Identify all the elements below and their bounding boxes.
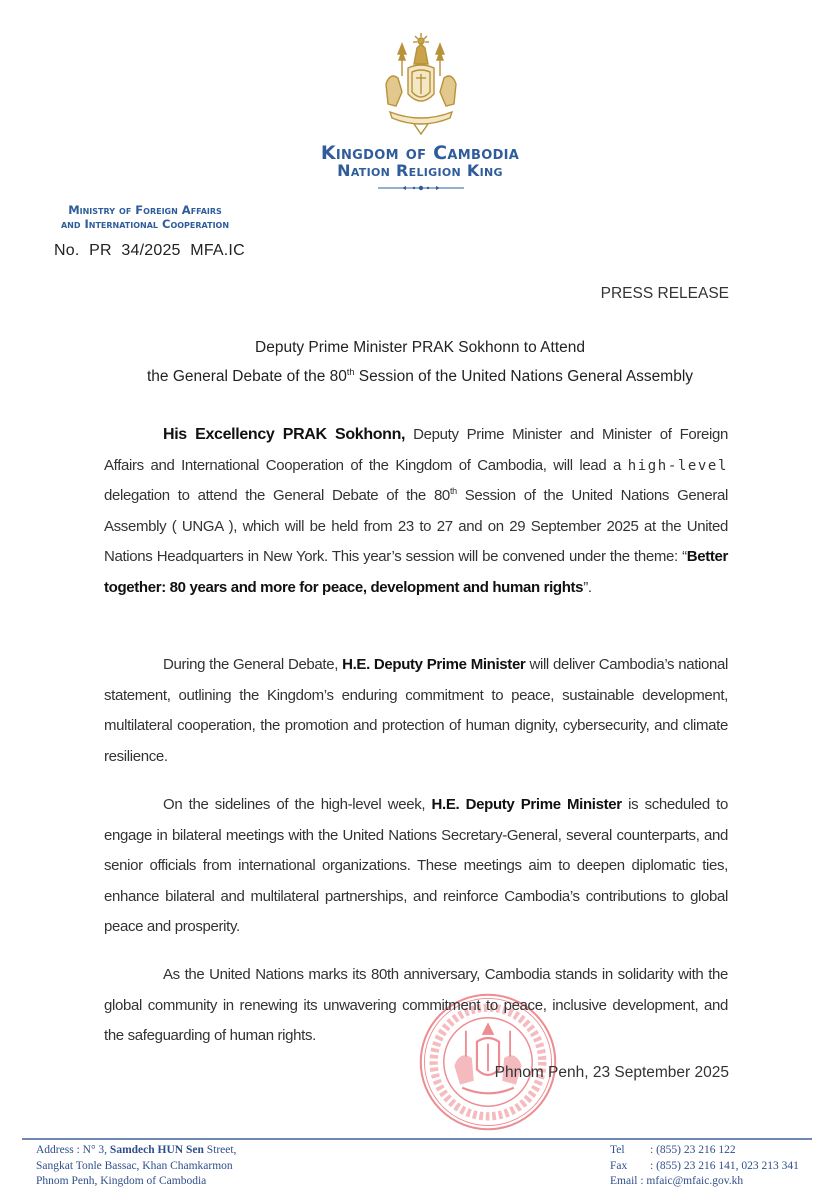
paragraph-3-text-a: On the sidelines of the high-level week, (163, 796, 432, 813)
paragraph-1-text-a: Deputy Prime Minister and Minister of Foreign Affairs and International Cooperation of the Kingdom of Cambodia, will lead a (104, 426, 728, 474)
tel-value: : (855) 23 216 122 (650, 1144, 736, 1156)
contact-tel (610, 1143, 799, 1159)
paragraph-1-theme: Better together: 80 years and more for peace, development and human rights (104, 548, 728, 596)
contact-fax (610, 1159, 799, 1175)
footer-divider (22, 1138, 812, 1140)
address-street-suffix: Street, (203, 1144, 237, 1156)
headline-superscript: th (346, 366, 355, 377)
paragraph-1-spaced-term: high-level (627, 457, 728, 474)
paragraph-3-text-b: is scheduled to engage in bilateral meetings with the United Nations Secretary-General, several counterparts, and senior officials from international organizations. These meetings aim to deepen diplomatic ties, enhance bilateral and multilateral partnerships, and reinforce Cambodia’s contributions to global peace and prosperity. (104, 796, 728, 935)
address-line-1 (36, 1143, 236, 1159)
place-and-date: Phnom Penh, 23 September 2025 (494, 1064, 729, 1081)
email-value[interactable]: : mfaic@mfaic.gov.kh (640, 1175, 744, 1187)
paragraph-1-superscript: th (449, 486, 457, 496)
address-street-name: Samdech HUN Sen (109, 1144, 204, 1156)
footer-address (36, 1143, 236, 1190)
kingdom-motto: Nation Religion King (337, 161, 503, 180)
paragraph-3-bold: H.E. Deputy Prime Minister (431, 796, 622, 813)
paragraph-4-text: As the United Nations marks its 80th anniversary, Cambodia stands in solidarity with the global community in renewing its unwavering commitment to peace, inclusive development, and the safeguarding of human rights. (104, 966, 728, 1044)
royal-emblem-icon (378, 32, 464, 136)
paragraph-1-text-d: ”. (583, 578, 592, 596)
paragraph-2 (104, 650, 728, 772)
address-line-2: Sangkat Tonle Bassac, Khan Chamkarmon (36, 1159, 233, 1172)
paragraph-1-text-c: Session of the United Nations General Assembly ( UNGA ), which will be held from 23 to 27 and on 29 September 2025 at the United Nations Headquarters in New York. This year’s session will be convened under the theme: “ (104, 487, 729, 565)
ministry-name-line2: and International Cooperation (60, 217, 230, 231)
headline-line2-pre: the General Debate of the 80 (146, 368, 347, 385)
tel-label: Tel (610, 1144, 625, 1156)
address-label: Address : N° 3, (36, 1144, 110, 1156)
paragraph-4 (104, 960, 728, 1052)
headline-line2-post: Session of the United Nations General Assembly (354, 368, 694, 385)
paragraph-3 (104, 790, 728, 943)
footer-contacts (610, 1143, 799, 1190)
ornament-divider-icon (378, 184, 464, 192)
paragraph-1-lead: His Excellency PRAK Sokhonn, (163, 426, 406, 443)
fax-value: : (855) 23 216 141, 023 213 341 (650, 1159, 799, 1172)
reference-number: No. PR 34/2025 MFA.IC (54, 242, 245, 259)
paragraph-2-text-b: will deliver Cambodia’s national statement, outlining the Kingdom’s enduring commitment to peace, sustainable development, multilateral cooperation, the promotion and protection of human dignity, cybersecurity, and climate resilience. (104, 656, 728, 765)
email-label: Email (610, 1175, 638, 1187)
contact-email (610, 1174, 799, 1190)
paragraph-1 (104, 420, 728, 603)
ministry-name-line1: Ministry of Foreign Affairs (68, 203, 222, 217)
kingdom-title: Kingdom of Cambodia (320, 142, 520, 164)
address-line-3: Phnom Penh, Kingdom of Cambodia (36, 1175, 207, 1187)
fax-label: Fax (610, 1159, 628, 1172)
paragraph-1-text-b: delegation to attend the General Debate of the 80 (104, 487, 450, 504)
headline-line1: Deputy Prime Minister PRAK Sokhonn to Attend (255, 339, 585, 356)
headline-line2 (0, 368, 840, 386)
document-type-label: PRESS RELEASE (600, 285, 729, 302)
paragraph-2-text-a: During the General Debate, (163, 656, 343, 673)
paragraph-2-bold: H.E. Deputy Prime Minister (342, 656, 526, 673)
